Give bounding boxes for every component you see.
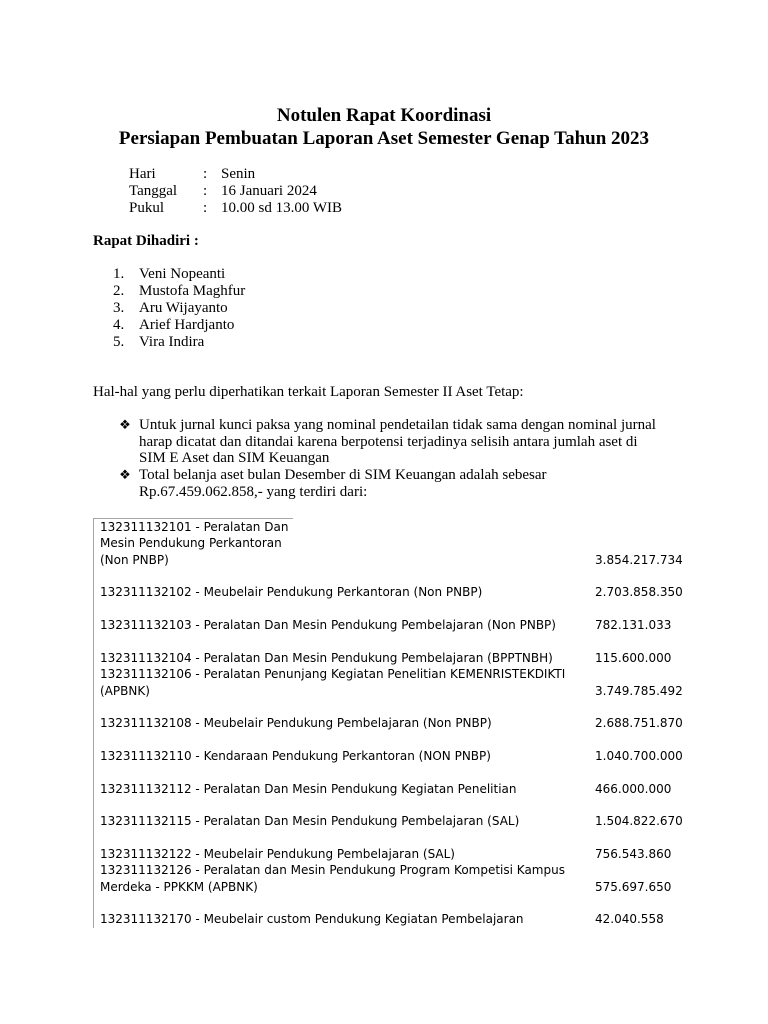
account-label: 132311132102 - Meubelair Pendukung Perkantoran (Non PNBP) <box>100 585 483 599</box>
meeting-info-label: Tanggal <box>129 183 178 199</box>
attendance-heading: Rapat Dihadiri : <box>93 233 199 249</box>
account-label: 132311132108 - Meubelair Pendukung Pembelajaran (Non PNBP) <box>100 716 492 730</box>
meeting-info-label: Pukul <box>129 200 165 216</box>
attendee-name: Vira Indira <box>139 334 205 350</box>
asset-account-table <box>93 516 693 928</box>
document-title: Notulen Rapat Koordinasi <box>276 105 492 126</box>
account-amount: 1.504.822.670 <box>595 814 683 828</box>
attendee-name: Aru Wijayanto <box>139 300 228 316</box>
meeting-info-colon: : <box>203 166 208 182</box>
account-amount: 782.131.033 <box>595 618 672 632</box>
meeting-info-value: 10.00 sd 13.00 WIB <box>221 200 342 216</box>
account-amount: 1.040.700.000 <box>595 749 683 763</box>
attendee-name: Mustofa Maghfur <box>139 283 246 299</box>
account-row <box>93 748 693 765</box>
account-row <box>93 617 693 634</box>
account-row <box>93 862 693 896</box>
account-label: (APBNK) <box>100 684 150 698</box>
diamond-bullet-icon: ❖ <box>119 418 131 433</box>
account-label: 132311132112 - Peralatan Dan Mesin Pendukung Kegiatan Penelitian <box>100 782 517 796</box>
attendee-number: 4. <box>113 317 125 333</box>
account-label: 132311132106 - Peralatan Penunjang Kegiatan Penelitian KEMENRISTEKDIKTI <box>100 667 566 681</box>
meeting-info-colon: : <box>203 183 208 199</box>
note-line: Total belanja aset bulan Desember di SIM Keuangan adalah sebesar <box>139 467 547 483</box>
account-amount: 3.854.217.734 <box>595 553 683 567</box>
meeting-info-value: 16 Januari 2024 <box>221 183 317 199</box>
note-line: Rp.67.459.062.858,- yang terdiri dari: <box>139 484 368 500</box>
account-label: 132311132115 - Peralatan Dan Mesin Pendukung Pembelajaran (SAL) <box>100 814 520 828</box>
account-row <box>93 846 693 863</box>
notes-intro: Hal-hal yang perlu diperhatikan terkait Laporan Semester II Aset Tetap: <box>93 384 524 400</box>
account-label: (Non PNBP) <box>100 553 169 567</box>
account-amount: 575.697.650 <box>595 880 672 894</box>
account-label: 132311132104 - Peralatan Dan Mesin Pendukung Pembelajaran (BPPTNBH) <box>100 651 553 665</box>
account-row <box>93 650 693 667</box>
account-amount: 2.688.751.870 <box>595 716 683 730</box>
account-amount: 2.703.858.350 <box>595 585 683 599</box>
account-amount: 756.543.860 <box>595 847 672 861</box>
meeting-info-colon: : <box>203 200 208 216</box>
account-row <box>93 781 693 798</box>
attendee-number: 5. <box>113 334 125 350</box>
account-amount: 3.749.785.492 <box>595 684 683 698</box>
account-label: 132311132122 - Meubelair Pendukung Pembelajaran (SAL) <box>100 847 455 861</box>
attendee-number: 3. <box>113 300 125 316</box>
account-label: 132311132170 - Meubelair custom Pendukung Kegiatan Pembelajaran <box>100 912 524 926</box>
meeting-info-label: Hari <box>129 166 156 182</box>
account-label: 132311132103 - Peralatan Dan Mesin Pendukung Pembelajaran (Non PNBP) <box>100 618 556 632</box>
attendee-name: Arief Hardjanto <box>139 317 235 333</box>
note-line: SIM E Aset dan SIM Keuangan <box>139 450 330 466</box>
attendee-number: 2. <box>113 283 125 299</box>
account-row <box>93 715 693 732</box>
account-label: 132311132126 - Peralatan dan Mesin Pendukung Program Kompetisi Kampus <box>100 863 565 877</box>
account-row <box>93 813 693 830</box>
account-amount: 42.040.558 <box>595 912 664 926</box>
attendee-number: 1. <box>113 266 125 282</box>
diamond-bullet-icon: ❖ <box>119 468 131 483</box>
meeting-info-value: Senin <box>221 166 256 182</box>
document-subtitle: Persiapan Pembuatan Laporan Aset Semester Genap Tahun 2023 <box>118 128 650 149</box>
note-line: harap dicatat dan ditandai karena berpotensi terjadinya selisih antara jumlah aset di <box>139 434 638 450</box>
note-line: Untuk jurnal kunci paksa yang nominal pendetailan tidak sama dengan nominal jurnal <box>139 417 656 433</box>
account-row <box>93 584 693 601</box>
account-amount: 466.000.000 <box>595 782 672 796</box>
account-label: Mesin Pendukung Perkantoran <box>100 536 282 550</box>
account-row <box>93 666 693 700</box>
account-row <box>93 911 693 928</box>
attendee-name: Veni Nopeanti <box>139 266 226 282</box>
account-label: Merdeka - PPKKM (APBNK) <box>100 880 258 894</box>
account-row <box>93 519 693 569</box>
account-label: 132311132101 - Peralatan Dan <box>100 520 289 534</box>
account-label: 132311132110 - Kendaraan Pendukung Perkantoran (NON PNBP) <box>100 749 491 763</box>
account-amount: 115.600.000 <box>595 651 672 665</box>
